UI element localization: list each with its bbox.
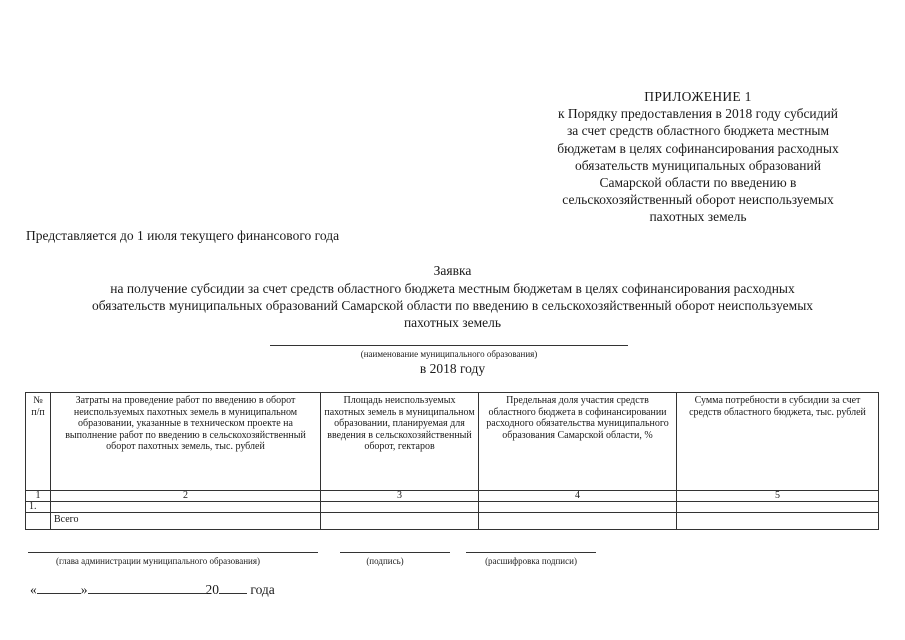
submission-note: Представляется до 1 июля текущего финансового года <box>26 228 340 243</box>
signature-line[interactable] <box>340 552 450 553</box>
table-cell <box>26 513 51 530</box>
table-cell[interactable] <box>321 513 479 530</box>
table-cell[interactable] <box>677 502 879 513</box>
municipality-caption: (наименование муниципального образования) <box>360 349 538 359</box>
decoding-caption: (расшифровка подписи) <box>485 556 577 566</box>
table-header-row <box>26 393 879 491</box>
year-word: года <box>250 582 275 597</box>
head-signature-line[interactable] <box>28 552 318 553</box>
subsidy-table <box>25 392 879 530</box>
century-prefix: 20 <box>205 582 219 597</box>
month-field[interactable] <box>88 580 206 594</box>
year-field[interactable] <box>219 580 247 594</box>
appendix-block <box>518 88 878 226</box>
request-line: на получение субсидии за счет средств областного бюджета местным бюджетам в целях софинансирования расходных <box>110 281 795 296</box>
appendix-line: сельскохозяйственный оборот неиспользуемых <box>562 192 834 208</box>
request-year: в 2018 году <box>419 361 486 376</box>
decoding-line[interactable] <box>466 552 596 553</box>
request-title: Заявка <box>433 263 472 278</box>
head-caption: (глава администрации муниципального образования) <box>56 556 260 566</box>
appendix-line: пахотных земель <box>649 209 747 225</box>
appendix-line: за счет средств областного бюджета местным <box>566 123 830 139</box>
column-number: 2 <box>51 491 321 502</box>
date-line <box>30 580 275 598</box>
table-cell[interactable] <box>479 502 677 513</box>
request-description <box>30 280 875 332</box>
table-cell[interactable] <box>321 502 479 513</box>
column-number: 1 <box>26 491 51 502</box>
open-quote: « <box>30 582 37 597</box>
column-number: 5 <box>677 491 879 502</box>
request-line: обязательств муниципальных образований Самарской области по введению в сельскохозяйственный оборот неиспользуемых <box>91 298 814 314</box>
appendix-line: обязательств муниципальных образований <box>575 157 821 173</box>
column-numbers-row <box>26 491 879 502</box>
total-row <box>26 513 879 530</box>
header-cell-costs: Затраты на проведение работ по введению в оборот неиспользуемых пахотных земель в муниципальном образовании, указанные в техническом проекте на выполнение работ по введению в сельскохозяйственный оборот пахотных земель, тыс. рублей <box>51 393 321 491</box>
table-row <box>26 502 879 513</box>
column-number: 4 <box>479 491 677 502</box>
signature-caption: (подпись) <box>366 556 404 566</box>
day-field[interactable] <box>37 580 81 594</box>
table-cell[interactable] <box>479 513 677 530</box>
header-cell-number: № п/п <box>26 393 51 491</box>
appendix-title: ПРИЛОЖЕНИЕ 1 <box>644 89 752 104</box>
table-cell[interactable] <box>51 502 321 513</box>
request-line: пахотных земель <box>403 315 502 331</box>
header-cell-amount: Сумма потребности в субсидии за счет средств областного бюджета, тыс. рублей <box>677 393 879 491</box>
appendix-line: Самарской области по введению в <box>599 175 797 191</box>
column-number: 3 <box>321 491 479 502</box>
row-number: 1. <box>26 502 51 513</box>
total-label: Всего <box>51 513 321 530</box>
appendix-line: к Порядку предоставления в 2018 году субсидий <box>558 106 838 122</box>
table-cell[interactable] <box>677 513 879 530</box>
header-cell-share: Предельная доля участия средств областного бюджета в софинансировании расходного обязательства муниципального образования Самарской области, % <box>479 393 677 491</box>
municipality-name-field[interactable] <box>270 345 628 346</box>
appendix-line: бюджетам в целях софинансирования расходных <box>557 140 839 156</box>
close-quote: » <box>80 582 88 597</box>
header-cell-area: Площадь неиспользуемых пахотных земель в муниципальном образовании, планируемая для введения в сельскохозяйственный оборот, гектаров <box>321 393 479 491</box>
